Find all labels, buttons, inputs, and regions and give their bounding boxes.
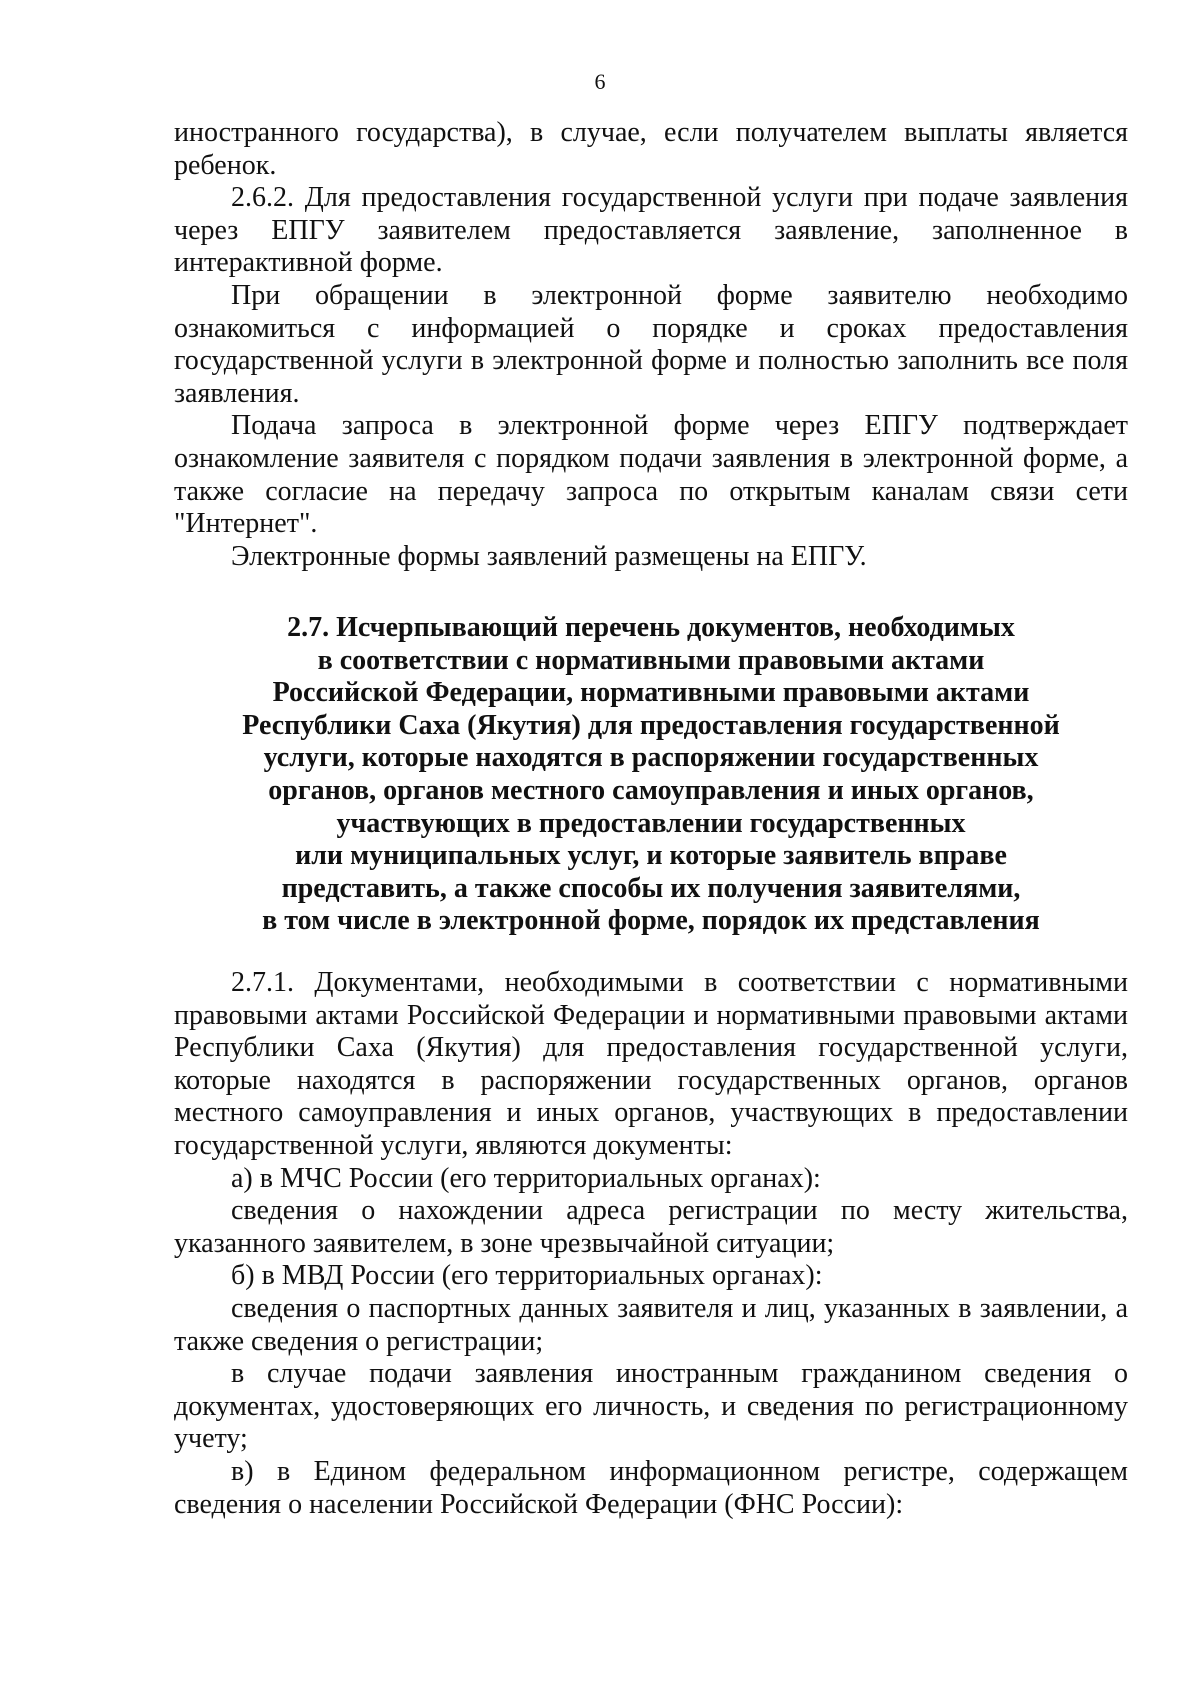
heading-line: в соответствии с нормативными правовыми актами [317, 644, 985, 676]
list-item-v: в) в Едином федеральном информационном регистре, содержащем сведения о населении Российской Федерации (ФНС России): [174, 1455, 1128, 1520]
list-item-b: б) в МВД России (его территориальных органах): [231, 1260, 823, 1292]
paragraph-epgu-confirmation: Подача запроса в электронной форме через ЕПГУ подтверждает ознакомление заявителя с порядком подачи заявления в электронной форме, а также согласие на передачу запроса по открытым каналам связи сети "Интернет". [174, 410, 1128, 540]
heading-line: в том числе в электронной форме, порядок их представления [262, 905, 1040, 937]
heading-line: представить, а также способы их получения заявителями, [281, 872, 1021, 904]
page-number: 6 [594, 69, 606, 94]
paragraph-continuation: иностранного государства), в случае, если получателем выплаты является ребенок. [174, 117, 1128, 181]
paragraph-2-6-2: 2.6.2. Для предоставления государственной услуги при подаче заявления через ЕПГУ заявителем предоставляется заявление, заполненное в интерактивной форме. [174, 182, 1128, 279]
paragraph-passport-info: сведения о паспортных данных заявителя и лиц, указанных в заявлении, а также сведения о регистрации; [174, 1292, 1128, 1357]
heading-line: Российской Федерации, нормативными правовыми актами [272, 677, 1030, 709]
heading-line: 2.7. Исчерпывающий перечень документов, необходимых [287, 612, 1015, 643]
paragraph-electronic-forms-location: Электронные формы заявлений размещены на ЕПГУ. [231, 540, 867, 572]
paragraph-emergency-address-info: сведения о нахождении адреса регистрации по месту жительства, указанного заявителем, в зоне чрезвычайной ситуации; [174, 1195, 1128, 1259]
heading-line: органов, органов местного самоуправления и иных органов, [268, 774, 1034, 806]
list-item-a: а) в МЧС России (его территориальных органах): [231, 1162, 821, 1194]
paragraph-2-7-1: 2.7.1. Документами, необходимыми в соответствии с нормативными правовыми актами Российской Федерации и нормативными правовыми актами Республики Саха (Якутия) для предоставления государственной услуги, которые находятся в распоряжении государственных органов, органов местного самоуправления и иных органов, участвующих в предоставлении государственной услуги, являются документы: [174, 967, 1128, 1161]
section-heading-2-7 [174, 612, 1128, 938]
heading-line: участвующих в предоставлении государственных [336, 807, 966, 839]
paragraph-foreign-citizen-info: в случае подачи заявления иностранным гражданином сведения о документах, удостоверяющих его личность, и сведения по регистрационному учету; [174, 1358, 1128, 1455]
heading-line: или муниципальных услуг, и которые заявитель вправе [295, 840, 1007, 872]
lower-text-block [174, 967, 1128, 1521]
upper-text-block [174, 117, 1128, 573]
heading-line: Республики Саха (Якутия) для предоставления государственной [242, 709, 1060, 741]
heading-line: услуги, которые находятся в распоряжении государственных [263, 742, 1039, 774]
paragraph-electronic-form-requirements: При обращении в электронной форме заявителю необходимо ознакомиться с информацией о порядке и сроках предоставления государственной услуги в электронной форме и полностью заполнить все поля заявления. [174, 279, 1128, 409]
